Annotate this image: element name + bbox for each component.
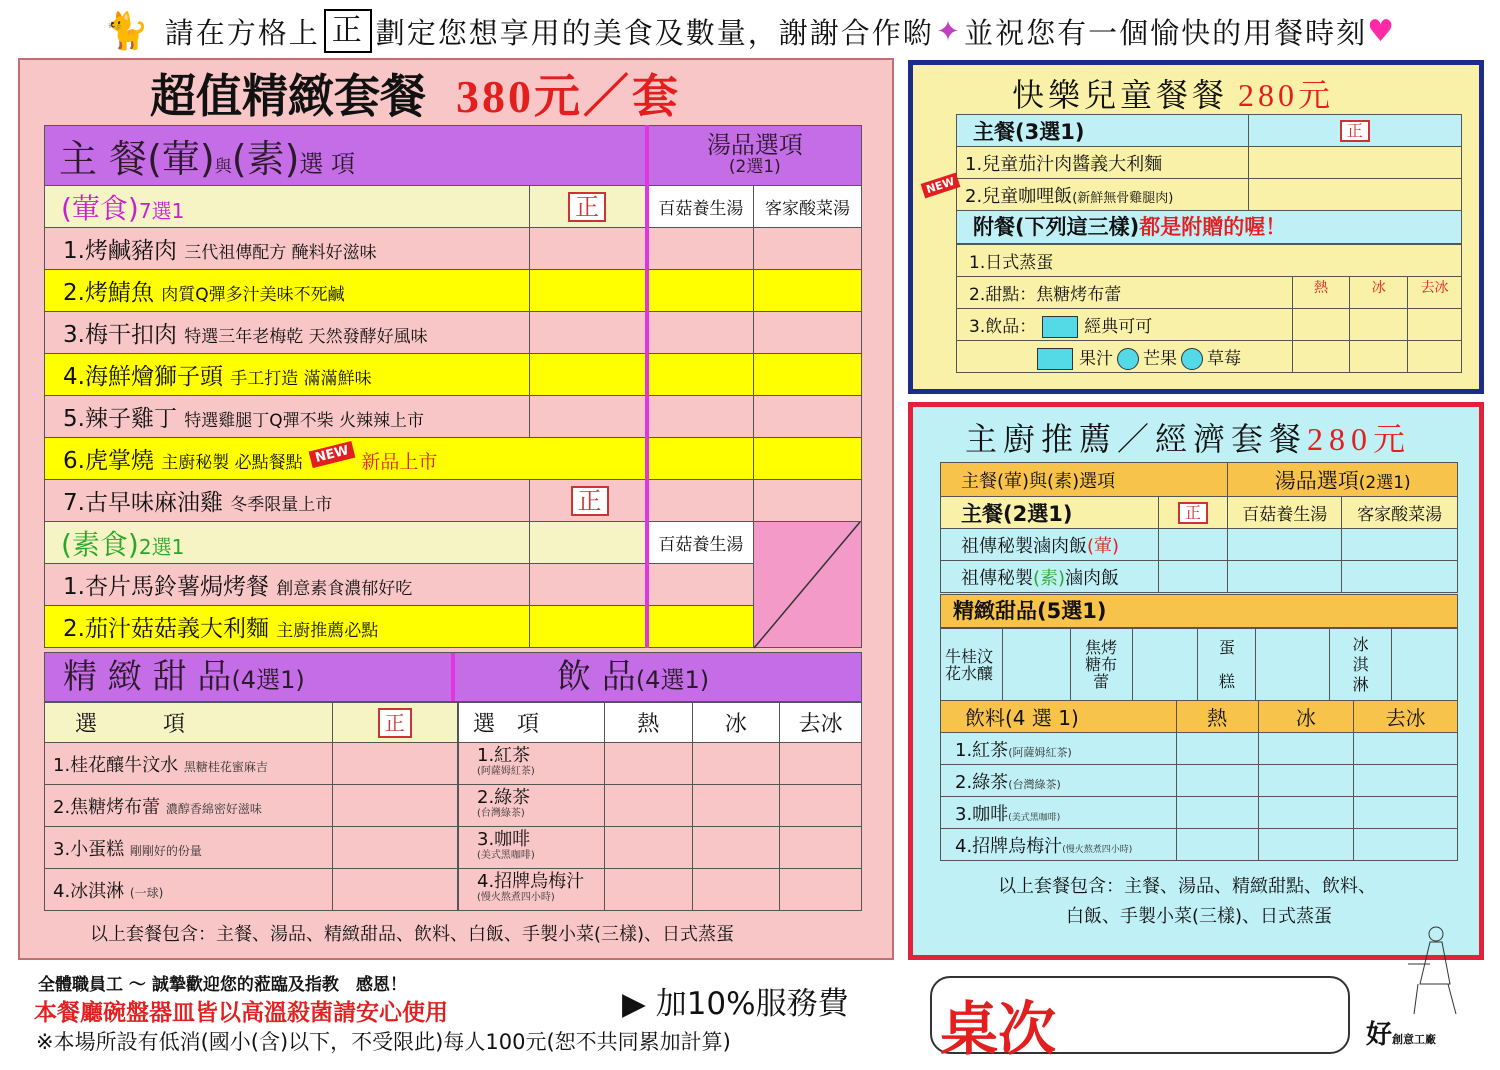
soup-header: 湯品選項 (2選1) (647, 126, 862, 186)
chef-drink-row[interactable]: 4.招牌烏梅汁(慢火熬煮四小時) (941, 829, 1458, 861)
dessert-row[interactable]: 2.焦糖烤布蕾 濃醇香綿密好滋味 (45, 785, 458, 827)
meat-row[interactable]: 2.烤鯖魚 肉質Q彈多汁美味不死鹹 (45, 270, 862, 312)
kids-mark[interactable]: 正 (1248, 115, 1461, 147)
chef-noice: 去冰 (1354, 701, 1458, 733)
chef-dessert-2: 焦烤糖布蕾 (1070, 629, 1132, 701)
chef-dessert-4: 冰淇淋 (1330, 629, 1392, 701)
chef-dessert-1: 牛桂汶花水釀 (941, 629, 1003, 701)
drink-row[interactable]: 1.紅茶 (阿薩姆紅茶) (459, 743, 862, 785)
meat-row[interactable]: 4.海鮮燴獅子頭 手工打造 滿滿鮮味 (45, 354, 862, 396)
meat-label: (葷食)7選1 (45, 186, 530, 228)
set380-footer: 以上套餐包含：主餐、湯品、精緻甜品、飲料、白飯、手製小菜(三樣)、日式蒸蛋 (90, 924, 735, 945)
dessert-mark[interactable]: 正 (332, 703, 457, 743)
chef-figure-icon (1400, 924, 1460, 1014)
chef-main-table: 主餐(葷)與(素)選項 湯品選項(2選1) 主餐(2選1) 正 百菇養生湯 客家酸菜湯 祖傳秘製滷肉飯(葷) 祖傳秘製(素)滷肉飯 (940, 462, 1458, 593)
kids-title: 快樂兒童餐餐 280元 (1012, 76, 1335, 114)
row-mark[interactable]: 正 (571, 486, 609, 516)
header-mark: 正 (324, 9, 372, 53)
strawberry-radio[interactable] (1181, 348, 1203, 370)
juice-label: 果汁 (1079, 348, 1113, 369)
cat-icon: 🐈 (103, 11, 151, 52)
meat-row[interactable]: 5.辣子雞丁 特選雞腿丁Q彈不柴 火辣辣上市 (45, 396, 862, 438)
new-note: 新品上市 (361, 451, 438, 473)
meat-row[interactable]: 1.烤鹹豬肉 三代祖傳配方 醃料好滋味 (45, 228, 862, 270)
bottom-welcome: 全體職員工 ～ 誠摯歡迎您的蒞臨及指教 感恩！ (38, 975, 407, 995)
chef-main-choice: 主餐(2選1) (941, 497, 1159, 529)
bottom-sanitize: 本餐廳碗盤器皿皆以高溫殺菌請安心使用 (34, 999, 448, 1026)
chef-dessert-header: 精緻甜品(5選1) (940, 594, 1458, 628)
drink-table (458, 702, 862, 911)
veg-label: (素食)2選1 (45, 522, 530, 564)
instruction-header (0, 0, 1500, 62)
veg-row[interactable]: 2.茄汁菇菇義大利麵 主廚推薦必點 (45, 606, 862, 648)
chef-footer-1: 以上套餐包含：主餐、湯品、精緻甜點、飲料、 (998, 876, 1376, 897)
soup-pickle[interactable]: 客家酸菜湯 (754, 186, 862, 228)
dessert-row[interactable]: 4.冰淇淋 (一球) (45, 869, 458, 911)
meat-row[interactable]: 6.虎掌燒 主廚秘製 必點餐點 NEW 新品上市 (45, 438, 862, 480)
chef-main-header: 主餐(葷)與(素)選項 (941, 463, 1228, 497)
chef-soup2[interactable]: 客家酸菜湯 (1342, 497, 1458, 529)
chef-hot: 熱 (1176, 701, 1258, 733)
mango-radio[interactable] (1117, 348, 1139, 370)
new-badge: NEW (309, 441, 356, 468)
chef-ice: 冰 (1258, 701, 1354, 733)
table-number-box[interactable] (930, 976, 1350, 1063)
chef-drink-row[interactable]: 2.綠茶(台灣綠茶) (941, 765, 1458, 797)
dessert-col: 選 項 (45, 703, 333, 743)
set380-price: 380元／套 (456, 71, 681, 122)
dessert-row[interactable]: 3.小蛋糕 剛剛好的份量 (45, 827, 458, 869)
chef-drink-row[interactable]: 1.紅茶(阿薩姆紅茶) (941, 733, 1458, 765)
kids-new-badge: NEW (921, 173, 961, 199)
chef-drink-row[interactable]: 3.咖啡(美式黑咖啡) (941, 797, 1458, 829)
chef-dessert-3: 蛋糕 (1198, 629, 1256, 701)
table-label: 桌次 (940, 995, 1057, 1063)
strawberry-label: 草莓 (1207, 348, 1241, 369)
kids-row[interactable]: 2.兒童咖哩飯(新鮮無骨雞腿肉) (957, 179, 1462, 211)
set380-title: 超值精緻套餐 380元／套 (150, 69, 681, 123)
kids-side-table (956, 244, 1462, 373)
soup-mushroom[interactable]: 百菇養生湯 (647, 186, 754, 228)
dessert-row[interactable]: 1.桂花釀牛汶水 黑糖桂花蜜麻吉 (45, 743, 458, 785)
chef-title: 主廚推薦／經濟套餐280元 (965, 420, 1412, 458)
drink-header: 飲 品(4選1) (557, 657, 710, 697)
kids-side-header: 附餐(下列這三樣)都是附贈的喔！ (956, 210, 1462, 244)
drink-row[interactable]: 3.咖啡 (美式黑咖啡) (459, 827, 862, 869)
header-text-3: 並祝您有一個愉快的用餐時刻 (964, 15, 1368, 50)
chef-row[interactable]: 祖傳秘製(素)滷肉飯 (941, 561, 1458, 593)
drink-noice: 去冰 (780, 703, 862, 743)
kids-side-egg: 1.日式蒸蛋 (957, 245, 1462, 277)
brand-logo: 好創意工廠 (1366, 1020, 1437, 1050)
mango-label: 芒果 (1143, 348, 1177, 369)
dessert-drink-header (44, 652, 862, 702)
cocoa-label: 經典可可 (1084, 316, 1153, 337)
diagonal-cell (754, 522, 862, 648)
header-text-1: 請在方格上 (164, 15, 320, 50)
kids-side-dessert: 2.甜點：焦糖烤布蕾 (957, 277, 1293, 309)
veg-row[interactable]: 1.杏片馬鈴薯焗烤餐 創意素食濃郁好吃 (45, 564, 862, 606)
meat-mark[interactable]: 正 (529, 186, 647, 228)
kids-row[interactable]: 1.兒童茄汁肉醬義大利麵 (957, 147, 1462, 179)
main-meal-header: 主 餐(葷)與(素)選 項 (45, 126, 647, 186)
kids-table (956, 114, 1462, 211)
chef-row[interactable]: 祖傳秘製滷肉飯(葷) (941, 529, 1458, 561)
chef-footer-2: 白飯、手製小菜(三樣)、日式蒸蛋 (1066, 906, 1333, 927)
chef-soup1[interactable]: 百菇養生湯 (1228, 497, 1342, 529)
cocoa-checkbox[interactable] (1042, 316, 1078, 338)
bottom-minimum: ※本場所設有低消(國小(含)以下，不受限此)每人100元(恕不共同累加計算) (36, 1030, 731, 1054)
header-text-2: 劃定您想享用的美食及數量，謝謝合作喲 (375, 15, 934, 50)
chef-mark[interactable]: 正 (1158, 497, 1228, 529)
kids-drink-label: 3.飲品： (969, 316, 1037, 337)
kids-noice[interactable]: 去冰 (1408, 277, 1462, 309)
juice-checkbox[interactable] (1037, 348, 1073, 370)
chef-drink-table (940, 700, 1458, 861)
dessert-table (44, 702, 458, 911)
meat-row[interactable]: 7.古早味麻油雞 冬季限量上市 正 (45, 480, 862, 522)
chef-soup-header: 湯品選項 (1274, 468, 1359, 493)
meat-row[interactable]: 3.梅干扣肉 特選三年老梅乾 天然發酵好風味 (45, 312, 862, 354)
dessert-header: 精 緻 甜 品(4選1) (45, 653, 455, 701)
heart-icon: ♥ (1367, 13, 1397, 49)
kids-hot[interactable]: 熱 (1292, 277, 1350, 309)
drink-ice: 冰 (692, 703, 780, 743)
drink-hot: 熱 (604, 703, 692, 743)
sparkle-icon: ✦ (935, 14, 963, 48)
drink-row[interactable]: 4.招牌烏梅汁 (慢火熬煮四小時) (459, 869, 862, 911)
veg-soup[interactable]: 百菇養生湯 (647, 522, 754, 564)
kids-ice[interactable]: 冰 (1350, 277, 1408, 309)
kids-main: 主餐(3選1) (957, 115, 1249, 147)
drink-col: 選 項 (459, 703, 605, 743)
drink-row[interactable]: 2.綠茶 (台灣綠茶) (459, 785, 862, 827)
main-meal-table (44, 125, 862, 648)
chef-dessert-table (940, 628, 1458, 701)
service-fee: ▶ 加10%服務費 (622, 986, 849, 1022)
chef-drink-header: 飲料(4 選 1) (941, 701, 1177, 733)
